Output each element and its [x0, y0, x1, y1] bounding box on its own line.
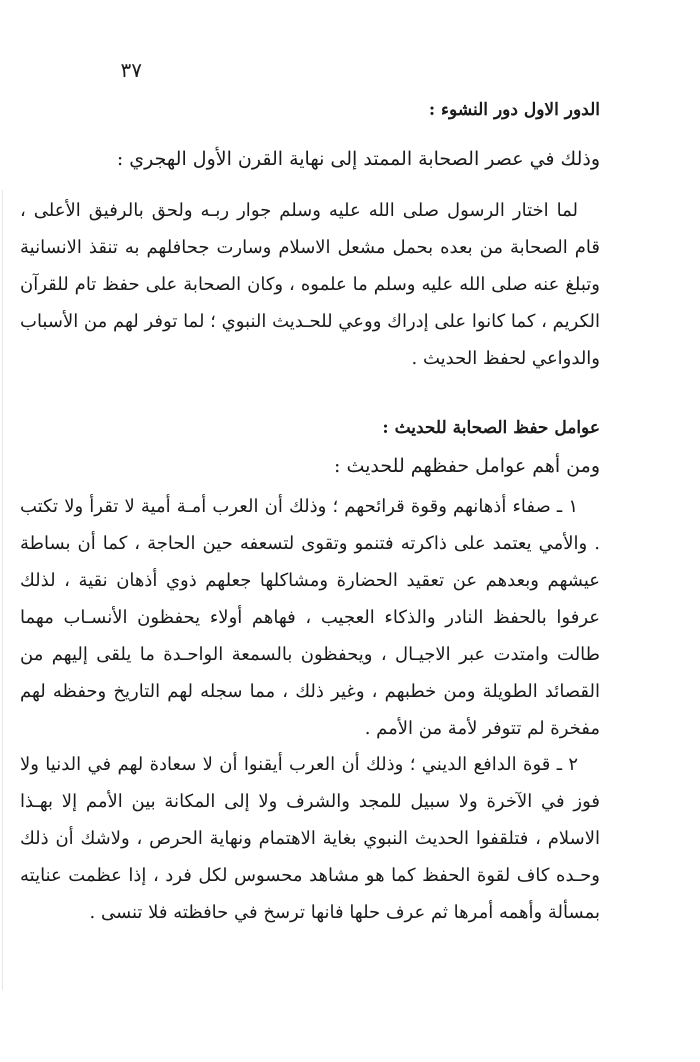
page-number: ٣٧ [120, 58, 142, 82]
section-heading-preservation-factors: عوامل حفظ الصحابة للحديث : [382, 418, 600, 438]
page-edge-divider [2, 190, 3, 990]
paragraph-text: لما اختار الرسول صلى الله عليه وسلم جوار ربـه ولحق بالرفيق الأعلى ، قام الصحابة من بعده بحمل مشعل الاسلام وسارت جحافلهم به تنقذ الانسانية وتبلغ عنه صلى الله عليه وسلم ما علموه ، وكان الصحابة على حفظ تام للقرآن الكريم ، كما كانوا على إدراك ووعي للحـديث النبوي ؛ لما توفر لهم من الأسباب والدواعي لحفظ الحديث . [20, 200, 600, 369]
section-intro-factors: ومن أهم عوامل حفظهم للحديث : [334, 455, 600, 477]
list-item-factor-2 [20, 746, 600, 931]
list-item-text: ٢ ـ قوة الدافع الديني ؛ وذلك أن العرب أيقنوا أن لا سعادة لهم في الدنيا ولا فوز في الآخرة ولا سبيل للمجد والشرف ولا إلى المكانة بين الأمم إلا بهـذا الاسلام ، فتلقفوا الحديث النبوي بغاية الاهتمام ونهاية الحرص ، ولاشك أن ذلك وحـده كاف لقوة الحفظ كما هو مشاهد محسوس لكل فرد ، إذا عظمت عنايته بمسألة وأهمه أمرها ثم عرف حلها فانها ترسخ في حافظته فلا تنسى . [20, 754, 600, 923]
list-item-factor-1 [20, 488, 600, 747]
paragraph-prophet-departure [20, 192, 600, 377]
section-heading-formation-stage: الدور الاول دور النشوء : [428, 100, 600, 120]
section-intro-companions-era: وذلك في عصر الصحابة الممتد إلى نهاية القرن الأول الهجري : [116, 148, 600, 170]
list-item-text: ١ ـ صفاء أذهانهم وقوة قرائحهم ؛ وذلك أن العرب أمـة أمية لا تقرأ ولا تكتب . والأمي يعتمد على ذاكرته فتنمو وتقوى لتسعفه حين الحاجة ، كما أن بساطة عيشهم وبعدهم عن تعقيد الحضارة ومشاكلها جعلهم ذوي أذهان نقية ، لذلك عرفوا بالحفظ النادر والذكاء العجيب ، فهاهم أولاء يحفظون الأنسـاب مهما طالت وامتدت عبر الاجيـال ، ويحفظون بالسمعة الواحـدة ما يلقى إليهم من القصائد الطويلة ومن خطبهم ، وغير ذلك ، مما سجله لهم التاريخ وحفظه لهم مفخرة لم تتوفر لأمة من الأمم . [20, 496, 600, 739]
